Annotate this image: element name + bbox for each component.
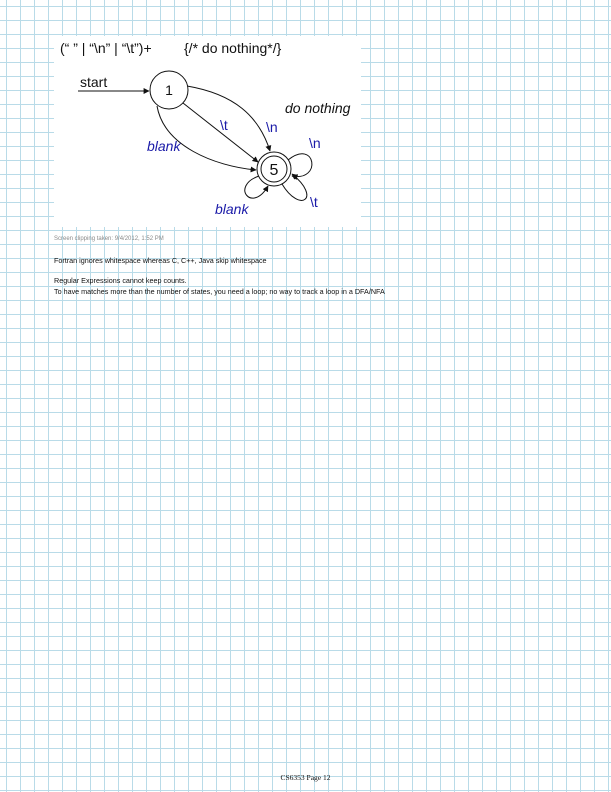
label-t-mid: \t — [220, 117, 228, 133]
do-nothing-label: do nothing — [285, 100, 351, 116]
label-blank-loop: blank — [215, 201, 249, 217]
note-line-1: Fortran ignores whitespace whereas C, C++, Java skip whitespace — [54, 256, 267, 265]
page-footer: CS6353 Page 12 — [280, 773, 331, 782]
loop-n — [288, 154, 312, 177]
start-label: start — [80, 74, 108, 90]
clipping-caption: Screen clipping taken: 9/4/2012, 1:52 PM — [54, 236, 164, 242]
label-t-loop: \t — [310, 194, 318, 210]
state-1-label: 1 — [165, 82, 173, 98]
state-5-label: 5 — [269, 162, 279, 179]
label-n-top: \n — [266, 119, 278, 135]
note-line-2: Regular Expressions cannot keep counts. — [54, 276, 187, 285]
transition-n — [187, 86, 270, 151]
label-n-loop: \n — [309, 135, 321, 151]
screen-clipping — [54, 36, 361, 227]
action-text: {/* do nothing*/} — [184, 40, 282, 56]
note-line-3: To have matches more than the number of states, you need a loop; no way to track a loop in a DFA/NFA — [54, 287, 385, 296]
regex-text: (“ ” | “\n” | “\t”)+ — [60, 40, 152, 56]
label-blank-mid: blank — [147, 138, 181, 154]
automaton-diagram — [54, 36, 361, 227]
